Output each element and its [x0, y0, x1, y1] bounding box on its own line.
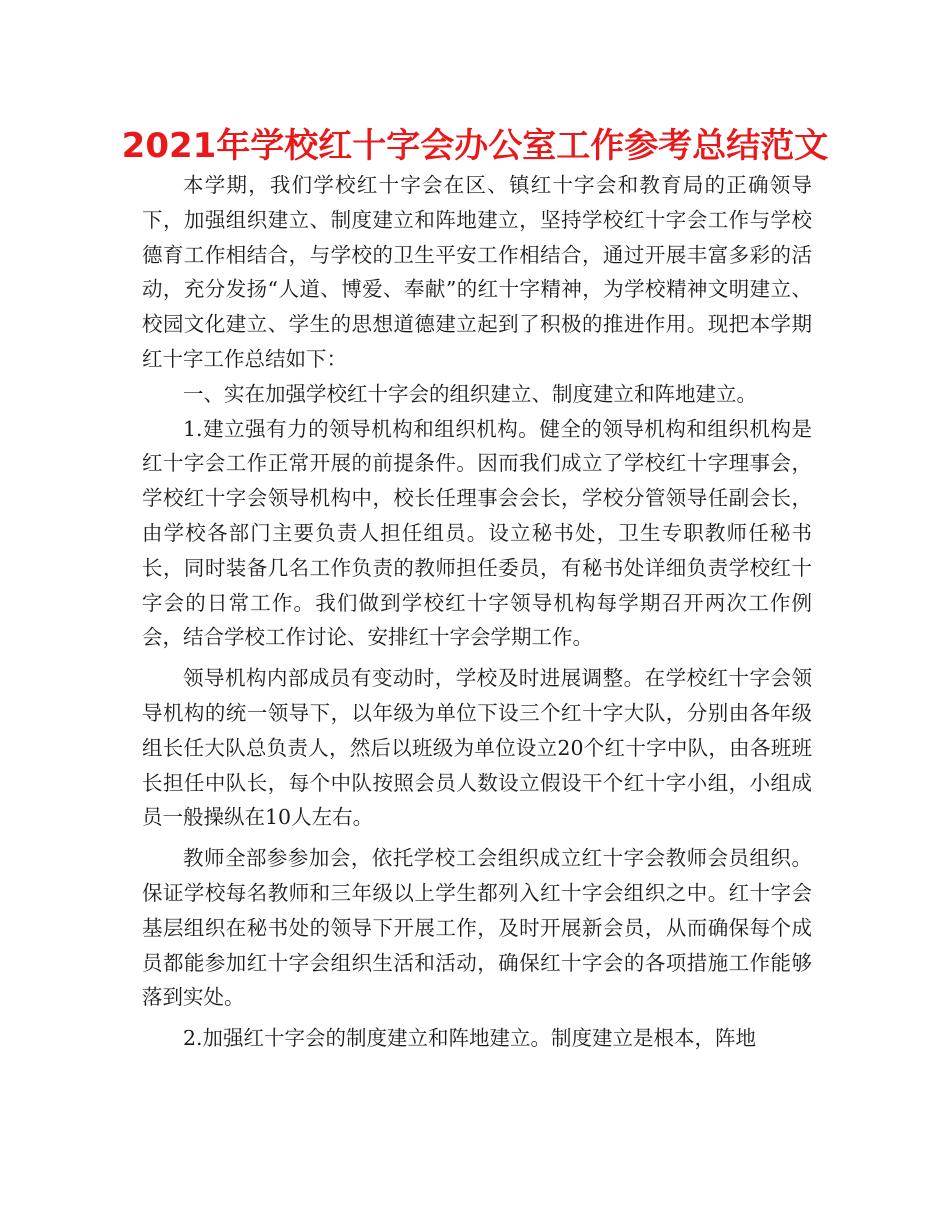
- document-title: 2021年学校红十字会办公室工作参考总结范文: [121, 126, 829, 166]
- document-body: [142, 168, 812, 1056]
- section-heading-1: 一、实在加强学校红十字会的组织建立、制度建立和阵地建立。: [183, 381, 757, 406]
- paragraph-system-building: 2.加强红十字会的制度建立和阵地建立。制度建立是根本，阵地: [183, 1026, 757, 1051]
- paragraph-leadership: 1.建立强有力的领导机构和组织机构。健全的领导机构和组织机构是红十字会工作正常开展的前提条件。因而我们成立了学校红十字理事会，学校红十字会领导机构中，校长任理事会会长，学校分管领导任副会长，由学校各部门主要负责人担任组员。设立秘书处，卫生专职教师任秘书长，同时装备几名工作负责的教师担任委员，有秘书处详细负责学校红十字会的日常工作。我们做到学校红十字领导机构每学期召开两次工作例会，结合学校工作讨论、安排红十字会学期工作。: [142, 416, 812, 650]
- paragraph-adjustment: 领导机构内部成员有变动时，学校及时进展调整。在学校红十字会领导机构的统一领导下，以年级为单位下设三个红十字大队，分别由各年级组长任大队总负责人，然后以班级为单位设立20个红十字中队，由各班班长担任中队长，每个中队按照会员人数设立假设干个红十字小组，小组成员一般操纵在10人左右。: [142, 666, 812, 830]
- paragraph-intro: 本学期，我们学校红十字会在区、镇红十字会和教育局的正确领导下，加强组织建立、制度建立和阵地建立，坚持学校红十字会工作与学校德育工作相结合，与学校的卫生平安工作相结合，通过开展丰富多彩的活动，充分发扬“人道、博爱、奉献”的红十字精神，为学校精神文明建立、校园文化建立、学生的思想道德建立起到了积极的推进作用。现把本学期红十字工作总结如下：: [142, 173, 812, 371]
- paragraph-teachers: 教师全部参参加会，依托学校工会组织成立红十字会教师会员组织。保证学校每名教师和三年级以上学生都列入红十字会组织之中。红十字会基层组织在秘书处的领导下开展工作，及时开展新会员，从而确保每个成员都能参加红十字会组织生活和活动，确保红十字会的各项措施工作能够落到实处。: [142, 846, 812, 1010]
